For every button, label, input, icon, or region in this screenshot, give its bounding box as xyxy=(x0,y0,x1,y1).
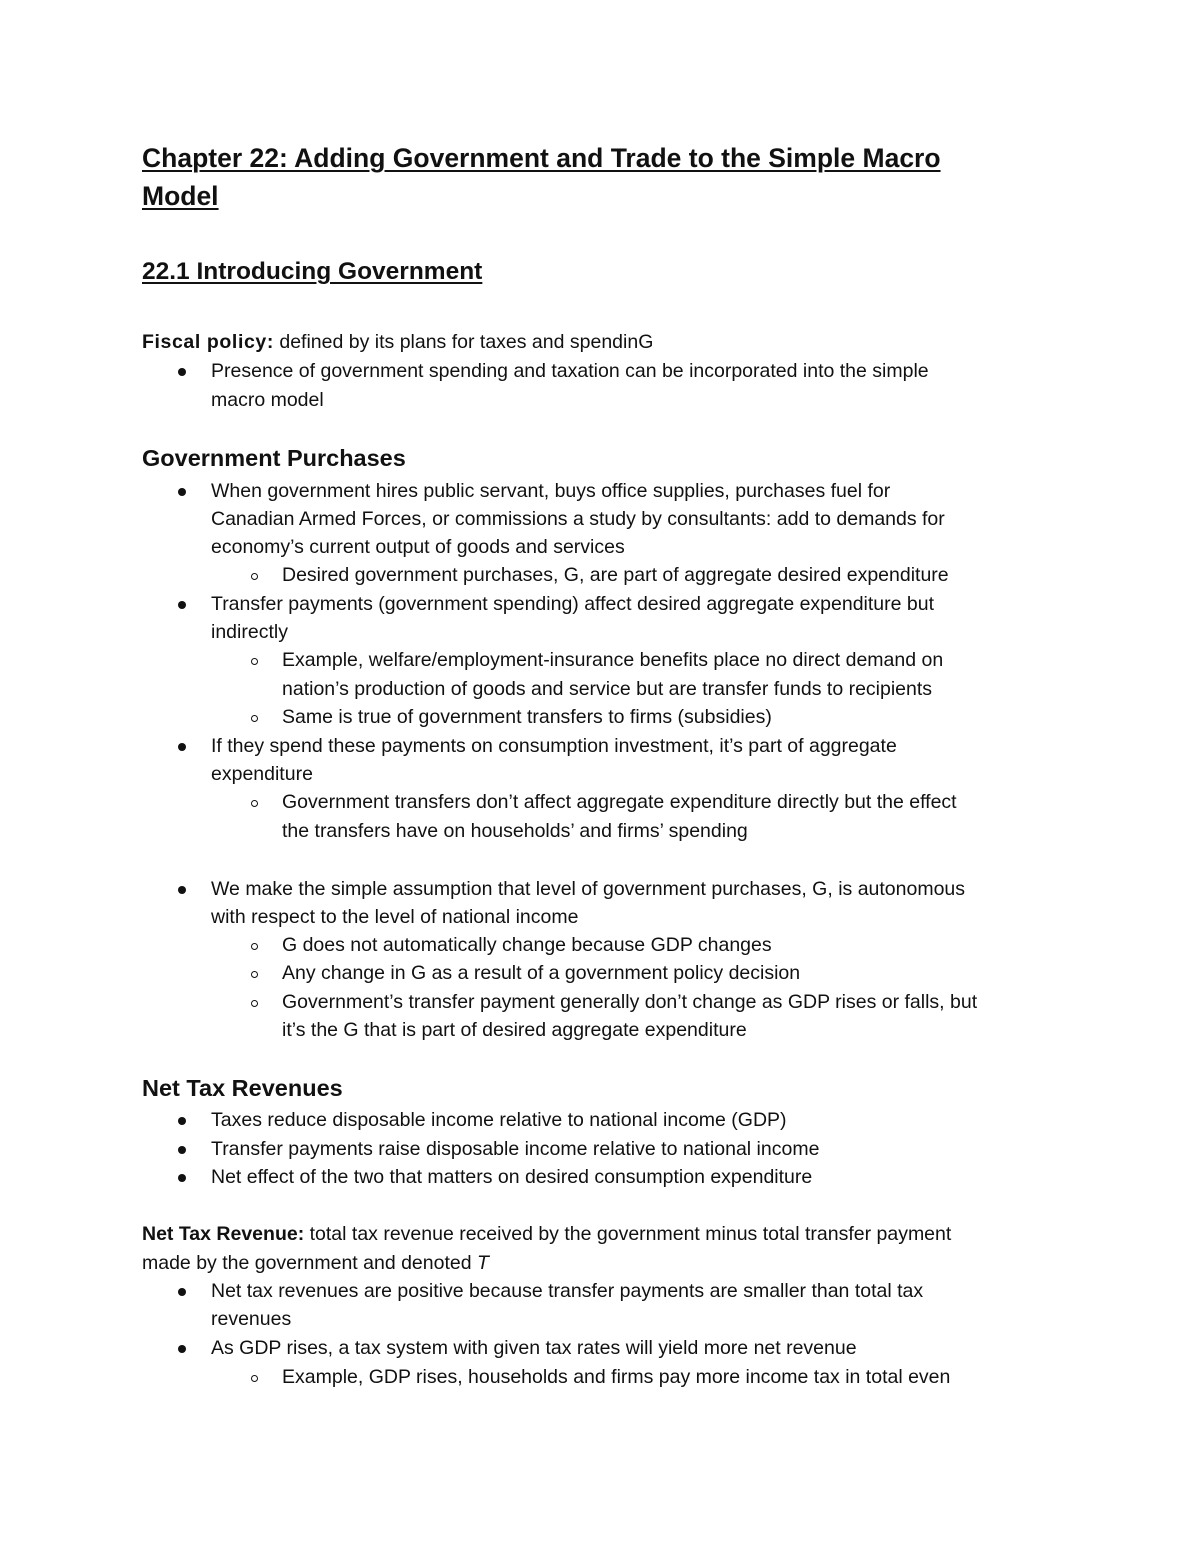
sub-bullet-icon xyxy=(251,1000,258,1007)
sub-bullet-icon xyxy=(251,658,258,665)
purchases-b2-line-2: indirectly xyxy=(211,621,288,643)
chapter-title-line-1: Chapter 22: Adding Government and Trade to the Simple Macro xyxy=(142,143,941,173)
net-tax-b3: Net effect of the two that matters on desired consumption expenditure xyxy=(211,1166,813,1188)
purchases-b3-sub-1-line-2: the transfers have on households’ and firms’ spending xyxy=(282,820,748,842)
purchases-b2-sub-1-line-2: nation’s production of goods and service but are transfer funds to recipients xyxy=(282,678,933,700)
net-tax-revenues-heading: Net Tax Revenues xyxy=(142,1075,343,1101)
sub-bullet-icon xyxy=(251,800,258,807)
bullet-icon xyxy=(178,1174,186,1182)
purchases-b4-sub-3-line-1: Government’s transfer payment generally don’t change as GDP rises or falls, but xyxy=(282,991,978,1013)
purchases-b4-sub-1: G does not automatically change because GDP changes xyxy=(282,934,772,956)
net-tax-def-b2-sub-1: Example, GDP rises, households and firms pay more income tax in total even xyxy=(282,1366,951,1388)
purchases-b2-line-1: Transfer payments (government spending) affect desired aggregate expenditure but xyxy=(211,593,935,615)
net-tax-revenue-definition xyxy=(142,1220,951,1248)
chapter-title-line-2: Model xyxy=(142,181,219,211)
net-tax-def-b1-line-2: revenues xyxy=(211,1308,292,1330)
purchases-b1-line-2: Canadian Armed Forces, or commissions a study by consultants: add to demands for xyxy=(211,508,945,530)
section-heading-22-1: 22.1 Introducing Government xyxy=(142,258,483,285)
bullet-icon xyxy=(178,488,186,496)
sub-bullet-icon xyxy=(251,971,258,978)
sub-bullet-icon xyxy=(251,715,258,722)
sub-bullet-icon xyxy=(251,1375,258,1382)
fiscal-bullet-line-2: macro model xyxy=(211,389,324,411)
sub-bullet-icon xyxy=(251,573,258,580)
net-tax-revenue-term: Net Tax Revenue: xyxy=(142,1223,305,1245)
bullet-icon xyxy=(178,1288,186,1296)
purchases-b3-line-1: If they spend these payments on consumption investment, it’s part of aggregate xyxy=(211,735,897,757)
net-tax-revenue-text-2: made by the government and denoted xyxy=(142,1252,477,1274)
bullet-icon xyxy=(178,601,186,609)
purchases-b3-sub-1-line-1: Government transfers don’t affect aggregate expenditure directly but the effect xyxy=(282,791,957,813)
net-tax-revenue-definition-line-2 xyxy=(142,1249,489,1277)
purchases-b4-line-1: We make the simple assumption that level of government purchases, G, is autonomous xyxy=(211,878,966,900)
fiscal-policy-text: defined by its plans for taxes and spendinG xyxy=(273,331,654,353)
purchases-b4-sub-2: Any change in G as a result of a government policy decision xyxy=(282,962,801,984)
bullet-icon xyxy=(178,1117,186,1125)
net-tax-revenue-text: total tax revenue received by the government minus total transfer payment xyxy=(304,1223,952,1245)
bullet-icon xyxy=(178,743,186,751)
purchases-b2-sub-2: Same is true of government transfers to firms (subsidies) xyxy=(282,706,772,728)
bullet-icon xyxy=(178,368,186,376)
net-tax-b2: Transfer payments raise disposable income relative to national income xyxy=(211,1138,820,1160)
fiscal-policy-term: Fiscal policy: xyxy=(142,331,274,353)
purchases-b2-sub-1-line-1: Example, welfare/employment-insurance benefits place no direct demand on xyxy=(282,649,944,671)
purchases-b1-line-3: economy’s current output of goods and services xyxy=(211,536,625,558)
bullet-icon xyxy=(178,1146,186,1154)
purchases-b4-sub-3-line-2: it’s the G that is part of desired aggregate expenditure xyxy=(282,1019,747,1041)
fiscal-policy-definition xyxy=(142,328,653,356)
net-tax-def-b2: As GDP rises, a tax system with given tax rates will yield more net revenue xyxy=(211,1337,857,1359)
net-tax-symbol: T xyxy=(477,1252,489,1274)
purchases-b4-line-2: with respect to the level of national income xyxy=(211,906,579,928)
purchases-b3-line-2: expenditure xyxy=(211,763,313,785)
bullet-icon xyxy=(178,1345,186,1353)
net-tax-b1: Taxes reduce disposable income relative to national income (GDP) xyxy=(211,1109,787,1131)
purchases-b1-line-1: When government hires public servant, buys office supplies, purchases fuel for xyxy=(211,480,891,502)
net-tax-def-b1-line-1: Net tax revenues are positive because transfer payments are smaller than total tax xyxy=(211,1280,924,1302)
purchases-b1-sub-1: Desired government purchases, G, are part of aggregate desired expenditure xyxy=(282,564,949,586)
fiscal-bullet-line-1: Presence of government spending and taxation can be incorporated into the simple xyxy=(211,360,929,382)
sub-bullet-icon xyxy=(251,943,258,950)
bullet-icon xyxy=(178,886,186,894)
government-purchases-heading: Government Purchases xyxy=(142,445,406,471)
